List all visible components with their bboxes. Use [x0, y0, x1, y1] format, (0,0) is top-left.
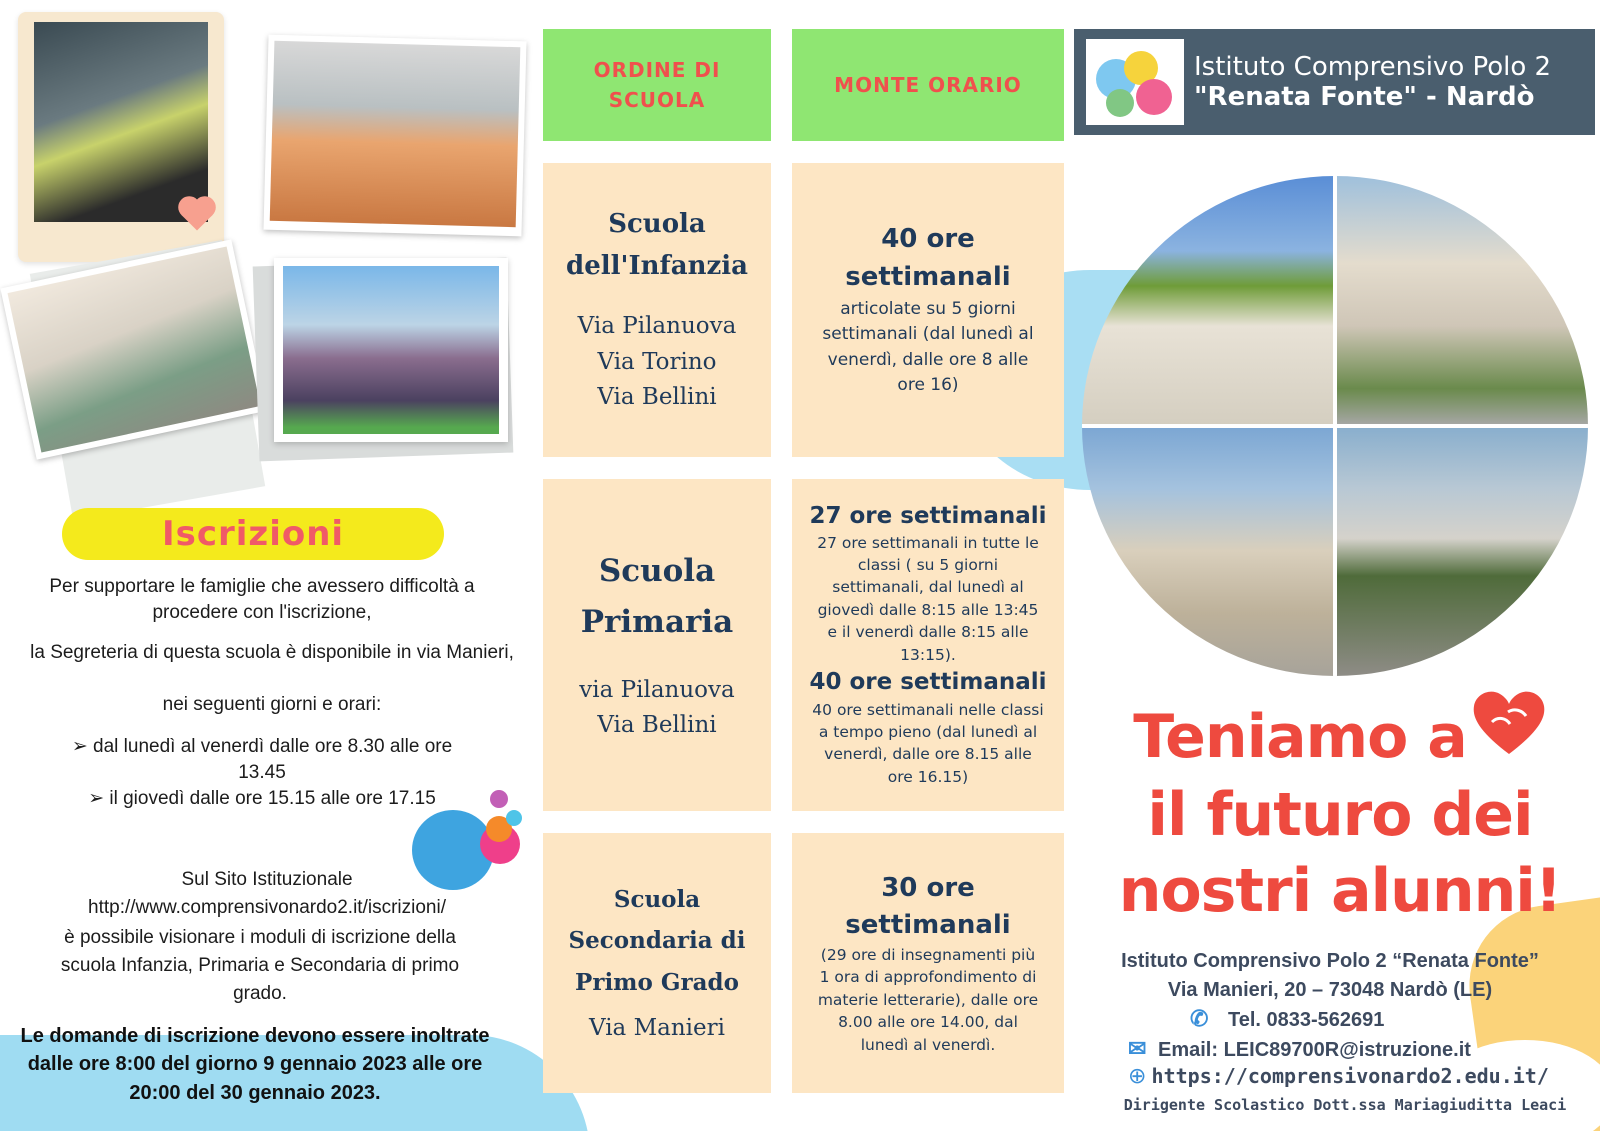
school-name: Scuola dell'Infanzia	[566, 208, 748, 281]
hours-cell-infanzia	[792, 163, 1064, 457]
school-address: Via Bellini	[597, 384, 717, 411]
phone-icon: ✆	[1190, 1006, 1209, 1031]
contact-email[interactable]: ✉ Email: LEIC89700R@istruzione.it	[1128, 1036, 1471, 1061]
hours-title: 40 ore settimanali	[809, 669, 1047, 696]
slogan-line: nostri alunni!	[1118, 856, 1562, 926]
contact-address: Via Manieri, 20 – 73048 Nardò (LE)	[1167, 979, 1493, 1001]
iscrizioni-paragraph: nei seguenti giorni e orari:	[162, 694, 382, 715]
bubble-decoration	[506, 810, 522, 826]
school-address: Via Torino	[597, 348, 717, 375]
school-address: via Pilanuova	[579, 676, 735, 703]
building-photo	[1335, 176, 1588, 426]
iscrizioni-banner	[62, 508, 444, 560]
photo-frame	[263, 35, 526, 237]
school-cell-primaria	[543, 479, 771, 811]
school-logo-bar	[1074, 29, 1595, 135]
logo-subtitle: "Renata Fonte" - Nardò	[1194, 82, 1535, 112]
students-photo	[283, 266, 499, 434]
hours-detail: 27 ore settimanali in tutte le classi ( su 5 giorni settimanali, dal lunedì al giovedì dalle 8:15 alle 13:45 e il venerdì dalle 8:15 alle 13:15).	[817, 533, 1039, 664]
sito-label: Sul Sito Istituzionale	[181, 869, 353, 890]
slogan-line: il futuro dei	[1147, 780, 1533, 850]
orari-bullet: ➢ dal lunedì al venerdì dalle ore 8.30 alle ore 13.45	[71, 736, 453, 784]
school-name: Scuola Primaria	[580, 553, 734, 641]
slogan-line: Teniamo a	[1133, 702, 1467, 772]
header-monte-orario: MONTE ORARIO	[792, 29, 1064, 141]
deadline-text: Le domande di iscrizione devono essere inoltrate dalle ore 8:00 del giorno 9 gennaio 2023 alle ore 20:00 del 30 gennaio 2023.	[20, 1025, 490, 1104]
dirigente-text: Dirigente Scolastico Dott.ssa Mariagiuditta Leaci	[1123, 1096, 1567, 1114]
hours-cell-secondaria	[792, 833, 1064, 1093]
school-buildings-collage	[1082, 176, 1588, 676]
logo-title: Istituto Comprensivo Polo 2	[1194, 52, 1552, 82]
school-cell-secondaria	[543, 833, 771, 1093]
heart-hands-icon	[1470, 688, 1548, 758]
building-photo	[1082, 426, 1335, 676]
hours-detail: (29 ore di insegnamenti più 1 ora di approfondimento di materie letterarie), dalle ore 8.00 alle ore 14.00, dal lunedì al venerdì.	[817, 945, 1039, 1054]
bubble-decoration	[490, 790, 508, 808]
heart-icon	[181, 199, 212, 230]
school-logo	[1086, 39, 1184, 125]
hours-title: 27 ore settimanali	[809, 502, 1047, 529]
school-address: Via Manieri	[589, 1015, 725, 1042]
hours-cell-primaria	[792, 479, 1064, 811]
sito-url[interactable]: http://www.comprensivonardo2.it/iscrizioni/	[88, 897, 446, 918]
sito-description: è possibile visionare i moduli di iscrizione della scuola Infanzia, Primaria e Secondaria di primo grado.	[60, 927, 460, 1005]
hours-title: 40 ore settimanali	[845, 224, 1011, 292]
gym-photo	[270, 41, 521, 227]
iscrizioni-title: Iscrizioni	[161, 514, 345, 554]
school-cell-infanzia	[543, 163, 771, 457]
hours-detail: articolate su 5 giorni settimanali (dal lunedì al venerdì, dalle ore 8 alle ore 16)	[822, 298, 1034, 396]
photo-frame	[18, 12, 224, 262]
header-ordine-scuola: ORDINE DI SCUOLA	[543, 29, 771, 141]
email-icon: ✉	[1128, 1036, 1147, 1061]
globe-icon: ⊕	[1128, 1064, 1147, 1089]
contact-website[interactable]: ⊕ https://comprensivonardo2.edu.it/	[1128, 1064, 1549, 1089]
hours-title: 30 ore settimanali	[845, 872, 1011, 940]
iscrizioni-paragraph: la Segreteria di questa scuola è disponibile in via Manieri,	[30, 642, 514, 663]
building-photo	[1335, 426, 1588, 676]
school-name: Scuola Secondaria di Primo Grado	[568, 886, 746, 996]
orari-bullet: ➢ il giovedì dalle ore 15.15 alle ore 17.15	[88, 788, 436, 809]
classroom-photo	[34, 22, 208, 222]
contact-phone: ✆ Tel. 0833-562691	[1190, 1006, 1385, 1031]
hours-detail: 40 ore settimanali nelle classi a tempo pieno (dal lunedì al venerdì, dalle ore 8.15 alle ore 16.15)	[812, 700, 1044, 786]
school-address: Via Pilanuova	[577, 313, 737, 340]
iscrizioni-paragraph: Per supportare le famiglie che avessero difficoltà a procedere con l'iscrizione,	[49, 576, 475, 624]
contact-school-name: Istituto Comprensivo Polo 2 “Renata Fonte”	[1121, 950, 1539, 972]
photo-frame	[274, 258, 508, 442]
school-address: Via Bellini	[597, 712, 717, 739]
building-photo	[1082, 176, 1335, 426]
